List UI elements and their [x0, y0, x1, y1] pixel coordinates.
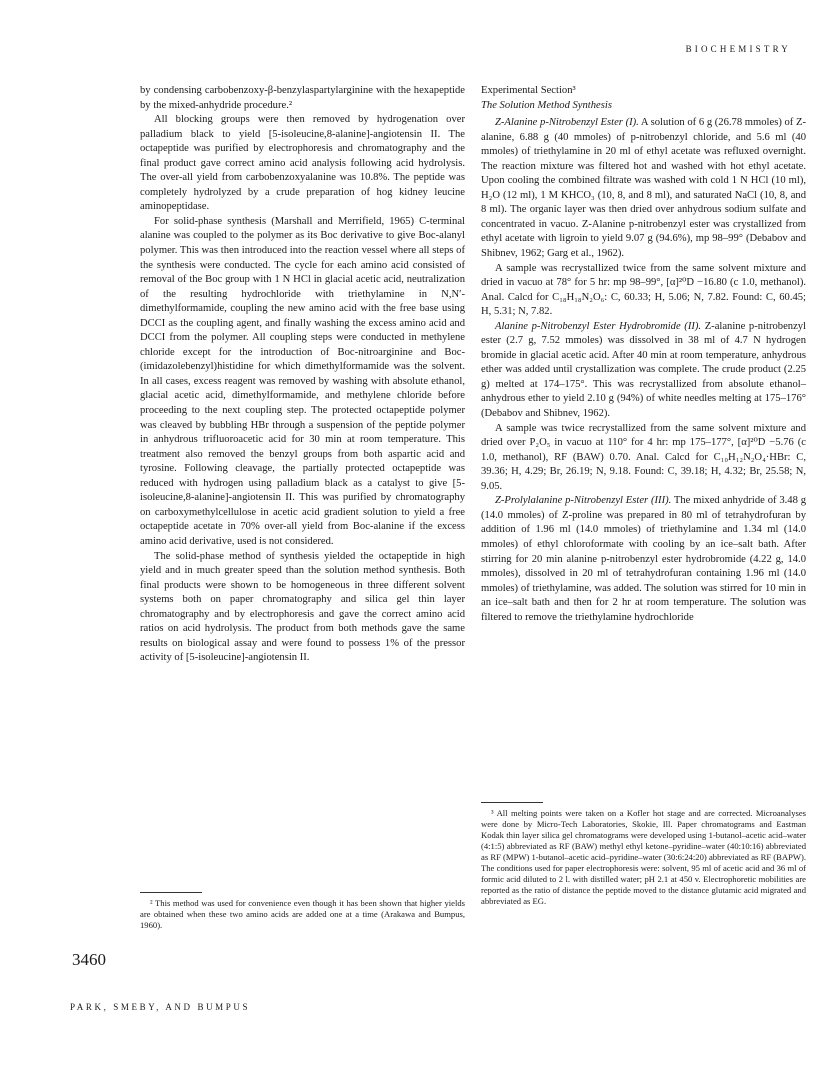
footnote-divider — [140, 892, 202, 893]
compound-title: Alanine p-Nitrobenzyl Ester Hydrobromide (II). — [495, 320, 702, 332]
paragraph-text: A sample was twice recrystallized from the same solvent mixture and dried over P₂O₅ in vacuo at 110° for 4 hr: mp 175–177°, [α]²⁰D −5.76 (c 1.0, methanol), RF (BAW) 0.70. Anal. Calcd for C₁₀H₁₂N₂O₄·HBr: C, 39.36; H, 4.29; Br, 26.19; N, 9.18. Found: C, 39.18; H, 4.32; Br, 25.58; N, 9.05. — [481, 422, 806, 492]
left-column — [140, 84, 465, 666]
paragraph: The solid-phase method of synthesis yielded the octapeptide in high yield and in much greater speed than the solution method synthesis. Both final products were shown to be homogeneous in three different solvent systems both on paper chromatography and silica gel thin layer chromatography and by electrophoresis and gave the correct amino acid ratios on acid hydrolysis. The product from both methods gave the same results on biological assay and were found to possess 1% of the pressor activity of [5-isoleucine]-angiotensin II. — [140, 550, 465, 664]
paragraph-text: The mixed anhydride of 3.48 g (14.0 mmoles) of Z-proline was prepared in 80 ml of tetrahydrofuran by addition of 1.96 ml (14.0 mmoles) of triethylamine and 1.34 ml (14.0 mmoles) of ethyl chloroformate with cooling by an ice–salt bath. After stirring for 20 min alanine p-nitrobenzyl ester hydrobromide (4.22 g, 14.0 mmoles), dissolved in 20 ml of tetrahydrofuran containing 1.96 ml (14.0 mmoles) of triethylamine, was added. The solution was stirred for 10 min in an ice–salt bath and then for 2 hr at room temperature. The solution was filtered to remove the triethylamine hydrochloride — [481, 495, 807, 623]
footnote-text: ² This method was used for convenience even though it has been shown that higher yields are obtained when these two amino acids are added one at a time (Arakawa and Bumpus, 1960). — [140, 898, 465, 930]
footnote-divider — [481, 802, 543, 803]
running-footer: PARK, SMEBY, AND BUMPUS — [70, 1002, 251, 1012]
page-number: 3460 — [72, 950, 106, 969]
footnote-text: ³ All melting points were taken on a Kofler hot stage and are corrected. Microanalyses were done by Micro-Tech Laboratories, Skokie, Ill. Paper chromatograms and Eastman Kodak thin layer silica gel chromatograms were developed using 1-butanol–acetic acid–water (4:1:5) abbreviated as RF (BAW) methyl ethyl ketone–pyridine–water (40:10:16) abbreviated as RF (MPW) 1-butanol–acetic acid–pyridine–water (30:6:24:20) abbreviated as RF (BAPW). The conditions used for paper electrophoresis were: solvent, 95 ml of acetic acid and 36 ml of formic acid diluted to 2 l. with distilled water; pH 2.1 at 450 v. Electrophoretic mobilities are reported as the ratio of distance the peptide moved to the distance glutamic acid migrated and abbreviated as EG. — [481, 808, 806, 906]
paragraph: by condensing carbobenzoxy-β-benzylaspartylarginine with the hexapeptide by the mixed-anhydride procedure.² — [140, 85, 465, 111]
compound-title: Z-Alanine p-Nitrobenzyl Ester (I). — [495, 117, 639, 129]
paragraph: For solid-phase synthesis (Marshall and Merrifield, 1965) C-terminal alanine was coupled to the polymer as its Boc derivative to give Boc-alanyl polymer. This was then introduced into the reaction vessel where all steps of the synthesis were conducted. The cycle for each amino acid consisted of removal of the Boc group with 1 N HCl in glacial acetic acid, neutralization of the resulting hydrochloride with triethylamine in N,N′-dimethylformamide, coupling the new amino acid with the free base using DCCI as the coupling agent, and finally washing the excess amino acid and DCCI from the polymer. All coupling steps were conducted in methylene chloride except for the introduction of Boc-nitroarginine and Boc-(imidazolebenzyl)histidine for which dimethylformamide was the solvent. In all cases, excess reagent was removed by washing with absolute ethanol, glacial acetic acid, dimethylformamide, and methylene chloride before proceeding to the next coupling step. The protected octapeptide polymer was cleaved by bubbling HBr through a suspension of the peptide polymer in anhydrous trifluoroacetic acid for 30 min at room temperature. This treatment also removed the benzyl groups from both aspartic acid and tyrosine. Following cleavage, the partially protected octapeptide was reduced with hydrogen using palladium black as a catalyst to give [5-isoleucine,8-alanine]-angiotensin II. This was purified by chromatography on carboxymethylcellulose in acetic acid gradient solution to yield a free octapeptide acetate in 70% over-all yield from Boc-alanine if the excess amino acid derivative, used is not considered. — [140, 215, 465, 547]
footnote-left — [140, 898, 465, 931]
compound-title: Z-Prolylalanine p-Nitrobenzyl Ester (III). — [495, 495, 672, 507]
paragraph — [481, 320, 806, 422]
subsection-heading: The Solution Method Synthesis — [481, 99, 612, 111]
paragraph — [481, 116, 806, 261]
paragraph — [481, 422, 806, 495]
section-heading: Experimental Section³ — [481, 85, 576, 96]
paragraph-text: A sample was recrystallized twice from the same solvent mixture and dried in vacuo at 78° for 5 hr: mp 98–99°, [α]²⁰D −16.80 (c 1.0, methanol). Anal. Calcd for C₁₈H₁₈N₂O₆: C, 60.33; H, 5.06; N, 7.82. Found: C, 60.45; H, 5.31; N, 7.82. — [481, 262, 806, 318]
right-column — [481, 84, 806, 625]
paragraph-text: Z-alanine p-nitrobenzyl ester (2.7 g, 7.52 mmoles) was dissolved in 38 ml of 4.7 N hydrogen bromide in glacial acetic acid. After 40 min at room temperature, anhydrous ether was added until crystallization was complete. The crude product (2.25 g) melted at 174–175°. This was recrystallized from absolute ethanol–anhydrous ether to yield 2.10 g (94%) of white needles melting at 175–176° (Debabov and Shibnev, 1962). — [481, 320, 807, 420]
journal-header: BIOCHEMISTRY — [685, 44, 791, 54]
paragraph: All blocking groups were then removed by hydrogenation over palladium black to yield [5-isoleucine,8-alanine]-angiotensin II. The octapeptide was purified by electrophoresis and chromatography and the final product gave correct amino acid analysis following acid hydrolysis. The over-all yield from carbobenzoxyalanine was 10.8%. The peptide was completely hydrolyzed by a crude preparation of hog kidney leucine aminopeptidase. — [140, 114, 465, 213]
paragraph — [481, 262, 806, 320]
paragraph — [481, 494, 806, 625]
paragraph-text: A solution of 6 g (26.78 mmoles) of Z-alanine, 6.88 g (40 mmoles) of p-nitrobenzyl chloride, and 5.6 ml (40 mmoles) of triethylamine in 20 ml of ethyl acetate was refluxed overnight. The reaction mixture was filtered hot and washed with hot ethyl acetate. Upon cooling the combined filtrate was washed with cold 1 N HCl (10 ml), H₂O (12 ml), 1 M KHCO₃ (10, 8, and 8 ml), and saturated NaCl (10, 8, and 8 ml). The organic layer was then dried over anhydrous sodium sulfate and concentrated in vacuo. Z-Alanine p-nitrobenzyl ester was crystallized from ethyl acetate with ligroin to yield 9.07 g (94.6%), mp 98–99° (Debabov and Shibnev, 1962; Garg et al., 1962). — [481, 117, 806, 260]
footnote-right — [481, 808, 806, 907]
